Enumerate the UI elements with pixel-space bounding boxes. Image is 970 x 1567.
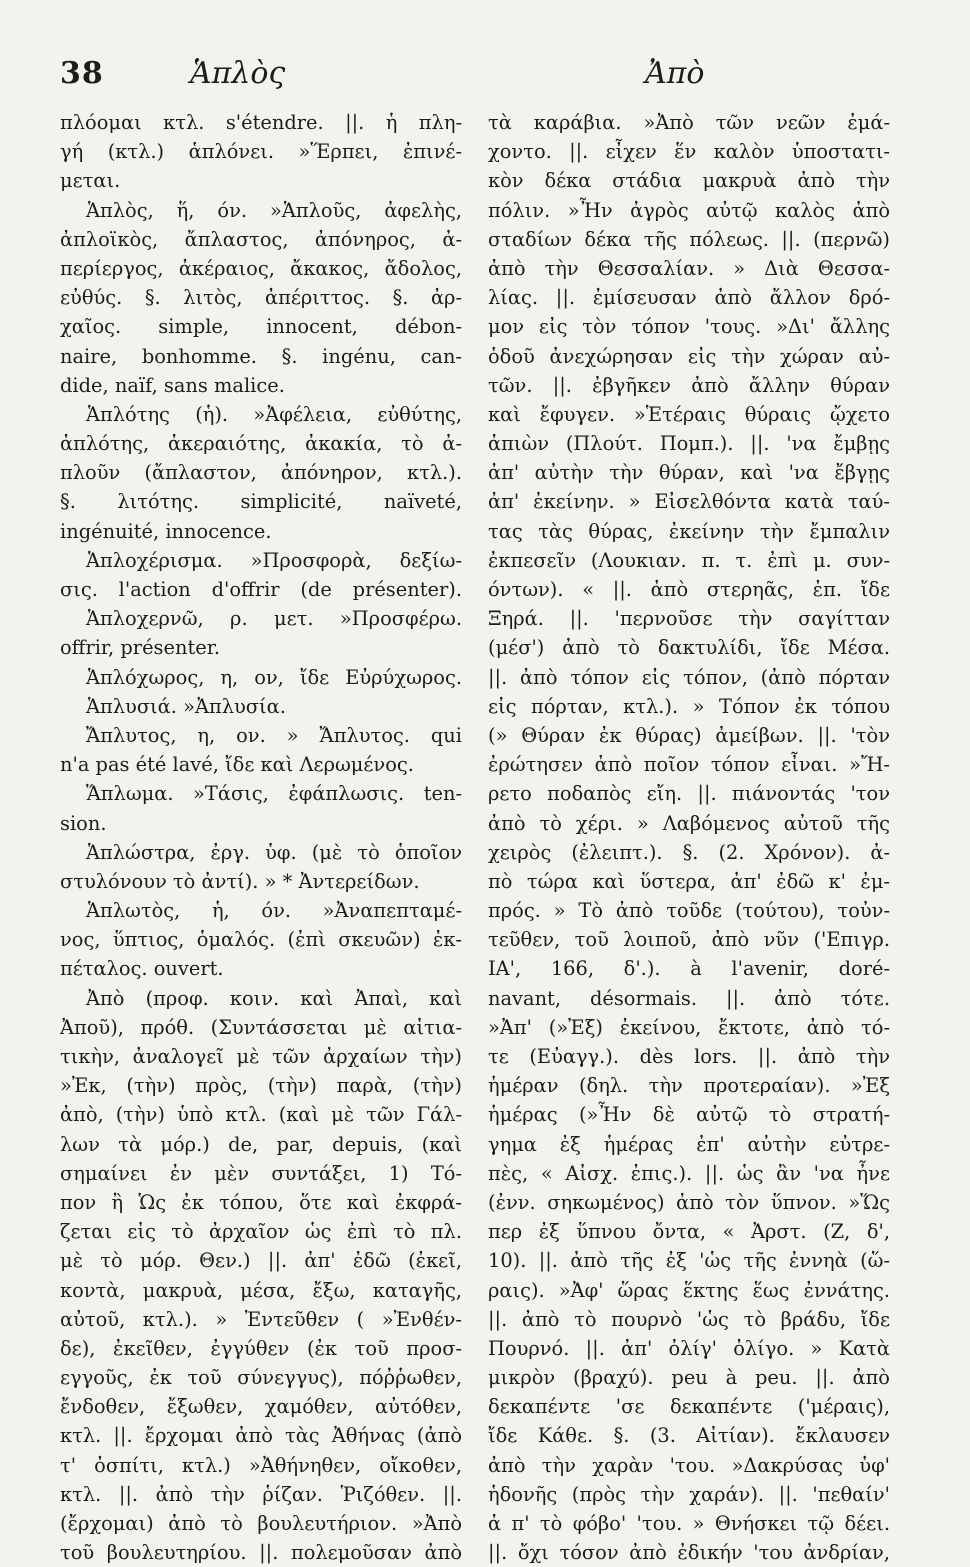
- text-line: Ἁπλόχωρος, η, ον, ἴδε Εὐρύχωρος.: [86, 665, 462, 689]
- text-line: εἰς πόρταν, κτλ.). » Τόπον ἐκ τόπου: [488, 694, 890, 718]
- text-line: ὁδοῦ ἀνεχώρησαν εἰς τὴν χώραν αὐ-: [488, 344, 890, 368]
- text-line: περίεργος, ἀκέραιος, ἄκακος, ἄδολος,: [60, 256, 462, 280]
- text-line: τε (Εὐαγγ.). dès lors. ||. ἀπὸ τὴν: [488, 1045, 890, 1068]
- text-line: δε), ἐκεῖθεν, ἐγγύθεν (ἐκ τοῦ προσ-: [60, 1336, 462, 1360]
- text-line: Ἁπλυσιά. »Ἀπλυσία.: [86, 694, 286, 718]
- text-line: ἐρώτησεν ἀπὸ ποῖον τόπον εἶναι. »Ἤ-: [488, 753, 890, 777]
- text-line: ἔνδοθεν, ἔξωθεν, χαμόθεν, αὐτόθεν,: [60, 1395, 462, 1419]
- text-line: Ἀπὸ (προφ. κοιν. καὶ Ἀπαὶ, καὶ: [86, 986, 462, 1010]
- page-header: [60, 52, 920, 102]
- text-line: μεται.: [60, 169, 121, 193]
- text-line: ἀπιὼν (Πλούτ. Πομπ.). ||. 'να ἔμβῃς: [488, 432, 890, 456]
- text-line: γημα ἐξ ἡμέρας ἐπ' αὐτὴν εὐτρε-: [488, 1132, 890, 1156]
- text-line: αὐτοῦ, κτλ.). » Ἐντεῦθεν ( »Ἐνθέν-: [60, 1307, 462, 1331]
- page-number: 38: [60, 56, 104, 91]
- text-line: μον εἰς τὸν τόπον 'τους. »Δι' ἄλλης: [488, 315, 890, 339]
- text-line: περ ἐξ ὕπνου ὄντα, « Ἀρστ. (Ζ, δ',: [488, 1220, 890, 1244]
- text-line: κὸν δέκα στάδια μακρυὰ ἀπὸ τὴν: [488, 169, 890, 193]
- text-line: ||. ὄχι τόσον ἀπὸ ἐδικήν 'του ἀνδρίαν,: [488, 1541, 890, 1565]
- text-line: χοντο. ||. εἶχεν ἕν καλὸν ὑποστατι-: [488, 140, 890, 164]
- text-line: n'a pas été lavé, ἴδε καὶ Λερωμένος.: [60, 753, 414, 777]
- text-line: §. λιτότης. simplicité, naïveté,: [60, 490, 462, 514]
- text-line: τ' ὀσπίτι, κτλ.) »Ἀθήνηθεν, οἴκοθεν,: [60, 1453, 462, 1477]
- text-line: πέταλος. ouvert.: [60, 957, 224, 981]
- text-line: τικὴν, ἀναλογεῖ μὲ τῶν ἀρχαίων τὴν): [60, 1045, 462, 1068]
- text-line: ἀπὸ, (τὴν) ὑπὸ κτλ. (καὶ μὲ τῶν Γάλ-: [60, 1103, 462, 1127]
- text-line: ρετο ποδαπὸς εἴη. ||. πιάνοντάς 'τον: [488, 782, 890, 806]
- text-line: πὲς, « Αἰσχ. ἐπις.). ||. ὡς ἂν 'να ἦνε: [488, 1161, 890, 1185]
- text-line: τὰ καράβια. »Ἀπὸ τῶν νεῶν ἐμά-: [488, 111, 890, 134]
- text-line: τεῦθεν, τοῦ λοιποῦ, ἀπὸ νῦν ('Επιγρ.: [488, 928, 890, 952]
- text-line: κτλ. ||. ἔρχομαι ἀπὸ τὰς Ἀθήνας (ἀπὸ: [60, 1424, 462, 1448]
- text-line: ἁπλότης, ἀκεραιότης, ἀκακία, τὸ ἀ-: [60, 432, 462, 456]
- text-line: καὶ ἔφυγεν. »Ἑτέραις θύραις ᾤχετο: [488, 402, 890, 426]
- text-line: offrir, présenter.: [60, 636, 221, 660]
- text-line: ΙΑ', 166, δ'.). à l'avenir, doré-: [488, 957, 890, 981]
- text-line: Ἀποῦ), πρόθ. (Συντάσσεται μὲ αἰτια-: [60, 1015, 462, 1039]
- text-line: σημαίνει ἐν μὲν συντάξει, 1) Τό-: [60, 1161, 462, 1185]
- text-line: γή (κτλ.) ἁπλόνει. »Ἕρπει, ἐπινέ-: [60, 140, 462, 164]
- text-line: Ἁπλοχερνῶ, ρ. μετ. »Προσφέρω.: [86, 607, 462, 631]
- text-line: Ἅπλωμα. »Τάσις, ἐφάπλωσις. ten-: [86, 782, 462, 806]
- text-line: τῶν. ||. ἐβγῆκεν ἀπὸ ἄλλην θύραν: [488, 373, 890, 397]
- text-line: Ἁπλωτὸς, ἡ, όν. »Ἀναπεπταμέ-: [86, 899, 462, 923]
- text-line: ingénuité, innocence.: [60, 519, 272, 543]
- text-line: (ἐνν. σηκωμένος) ἀπὸ τὸν ὕπνον. »Ὥς: [488, 1190, 890, 1214]
- text-line: sion.: [60, 811, 107, 835]
- text-line: Ξηρά. ||. 'περνοῦσε τὴν σαγίτταν: [488, 607, 890, 631]
- text-line: Ἁπλότης (ἡ). »Ἀφέλεια, εὐθύτης,: [86, 402, 462, 426]
- text-line: ραις). »Ἀφ' ὥρας ἕκτης ἕως ἐννάτης.: [488, 1278, 890, 1302]
- text-line: μὲ τὸ μόρ. Θεν.) ||. ἀπ' ἐδῶ (ἐκεῖ,: [60, 1249, 462, 1273]
- text-line: σταδίων δέκα τῆς πόλεως. ||. (περνῶ): [488, 227, 890, 251]
- text-line: όντων). « ||. ἀπὸ στερηᾶς, ἐπ. ἴδε: [488, 578, 890, 601]
- text-line: ἴδε Κάθε. §. (3. Αἰτίαν). ἔκλαυσεν: [488, 1424, 890, 1448]
- text-line: ||. ἀπὸ τὸ πουρνὸ 'ὡς τὸ βράδυ, ἴδε: [488, 1307, 890, 1331]
- right-column: [488, 108, 890, 1567]
- text-line: ||. ἀπὸ τόπον εἰς τόπον, (ἀπὸ πόρταν: [488, 665, 890, 689]
- text-line: λων τὰ μόρ.) de, par, depuis, (καὶ: [60, 1132, 462, 1156]
- text-line: νος, ὕπτιος, ὁμαλός. (ἐπὶ σκευῶν) ἐκ-: [60, 928, 462, 952]
- text-line: εγγοῦς, ἐκ τοῦ σύνεγγυς), πόῤῥωθεν,: [60, 1366, 462, 1390]
- text-line: Πουρνό. ||. ἀπ' ὀλίγ' ὀλίγο. » Κατὰ: [488, 1336, 890, 1360]
- text-line: κοντὰ, μακρυὰ, μέσα, ἔξω, καταγῆς,: [60, 1278, 462, 1302]
- text-line: ἀπὸ τὸ χέρι. » Λαβόμενος αὐτοῦ τῆς: [488, 811, 890, 835]
- running-head-right: Ἀπὸ: [645, 56, 705, 91]
- text-line: Ἁπλώστρα, ἐργ. ὑφ. (μὲ τὸ ὁποῖον: [86, 840, 462, 864]
- text-line: ἀπὸ τὴν χαρὰν 'του. »Δακρύσας ὑφ': [488, 1453, 890, 1477]
- text-line: ἀπλοϊκὸς, ἄπλαστος, ἀπόνηρος, ἀ-: [60, 227, 462, 251]
- text-line: (» Θύραν ἐκ θύρας) ἀμείβων. ||. 'τὸν: [488, 723, 890, 747]
- text-line: (ἔρχομαι) ἀπὸ τὸ βουλευτήριον. »Ἀπὸ: [60, 1512, 462, 1535]
- text-line: εὐθύς. §. λιτὸς, ἀπέριττος. §. ἀρ-: [60, 286, 462, 310]
- text-line: (μέσ') ἀπὸ τὸ δακτυλίδι, ἴδε Μέσα.: [488, 636, 890, 660]
- text-line: τοῦ βουλευτηρίου. ||. πολεμοῦσαν ἀπὸ: [60, 1541, 462, 1565]
- text-line: ἀπ' αὐτὴν τὴν θύραν, καὶ 'να ἔβγῃς: [488, 461, 890, 485]
- text-line: ζεται εἰς τὸ ἀρχαῖον ὡς ἐπὶ τὸ πλ.: [60, 1220, 462, 1244]
- text-line: χαῖος. simple, innocent, débon-: [60, 315, 462, 339]
- text-line: στυλόνουν τὸ ἀντί). » * Ἀντερείδων.: [60, 869, 420, 893]
- text-line: Ἁπλοχέρισμα. »Προσφορὰ, δεξίω-: [86, 548, 462, 572]
- text-line: δεκαπέντε 'σε δεκαπέντε ('μέραις),: [488, 1395, 890, 1419]
- text-line: τας τὰς θύρας, ἐκείνην τὴν ἔμπαλιν: [488, 519, 890, 543]
- text-line: naire, bonhomme. §. ingénu, can-: [60, 344, 462, 368]
- text-line: ἀπὸ τὴν Θεσσαλίαν. » Διὰ Θεσσα-: [488, 256, 890, 280]
- text-line: πλοῦν (ἄπλαστον, ἀπόνηρον, κτλ.).: [60, 461, 462, 485]
- left-column: [60, 108, 462, 1567]
- text-line: λίας. ||. ἐμίσευσαν ἀπὸ ἄλλον δρό-: [488, 286, 890, 310]
- text-line: Ἄπλυτος, η, ον. » Ἄπλυτος. qui: [86, 723, 462, 747]
- text-line: ἐκπεσεῖν (Λουκιαν. π. τ. ἐπὶ μ. συν-: [488, 548, 890, 572]
- text-line: πον ἢ Ὡς ἐκ τόπου, ὅτε καὶ ἐκφρά-: [60, 1190, 462, 1214]
- text-line: »Ἀπ' (»Ἐξ) ἐκείνου, ἔκτοτε, ἀπὸ τό-: [488, 1015, 890, 1039]
- text-line: μικρὸν (βραχύ). peu à peu. ||. ἀπὸ: [488, 1366, 890, 1390]
- text-line: Ἁπλὸς, ἥ, όν. »Ἁπλοῦς, ἀφελὴς,: [86, 198, 462, 222]
- text-line: ἡμέραν (δηλ. τὴν προτεραίαν). »Ἐξ: [488, 1074, 890, 1098]
- text-line: πλόομαι κτλ. s'étendre. ||. ἡ πλη-: [60, 111, 462, 134]
- text-line: χειρὸς (ἐλειπτ.). §. (2. Χρόνον). ἀ-: [488, 840, 890, 864]
- text-line: σις. l'action d'offrir (de présenter).: [60, 578, 462, 601]
- text-line: ἀ π' τὸ φόβο' 'του. » Θνήσκει τῷ δέει.: [488, 1512, 890, 1535]
- text-line: navant, désormais. ||. ἀπὸ τότε.: [488, 986, 890, 1010]
- text-line: ἡδονῆς (πρὸς τὴν χαράν). ||. 'πεθαίν': [488, 1482, 890, 1506]
- text-line: πόλιν. »Ἦν ἀγρὸς αὐτῷ καλὸς ἀπὸ: [488, 198, 890, 222]
- text-line: ἡμέρας (»Ἦν δὲ αὐτῷ τὸ στρατή-: [488, 1103, 890, 1127]
- text-line: 10). ||. ἀπὸ τῆς ἐξ 'ὡς τῆς ἐννηὰ (ὥ-: [488, 1249, 890, 1273]
- text-line: κτλ. ||. ἀπὸ τὴν ῥίζαν. Ῥιζόθεν. ||.: [60, 1482, 462, 1506]
- text-line: »Ἐκ, (τὴν) πρὸς, (τὴν) παρὰ, (τὴν): [60, 1074, 462, 1098]
- running-head-left: Ἁπλὸς: [190, 56, 286, 91]
- text-line: ἀπ' ἐκείνην. » Εἰσελθόντα κατὰ ταύ-: [488, 490, 890, 514]
- text-line: dide, naïf, sans malice.: [60, 373, 285, 397]
- text-line: πρός. » Τὸ ἀπὸ τοῦδε (τούτου), τοὐν-: [488, 899, 890, 923]
- text-line: πὸ τώρα καὶ ὕστερα, ἀπ' ἐδῶ κ' ἐμ-: [488, 869, 890, 893]
